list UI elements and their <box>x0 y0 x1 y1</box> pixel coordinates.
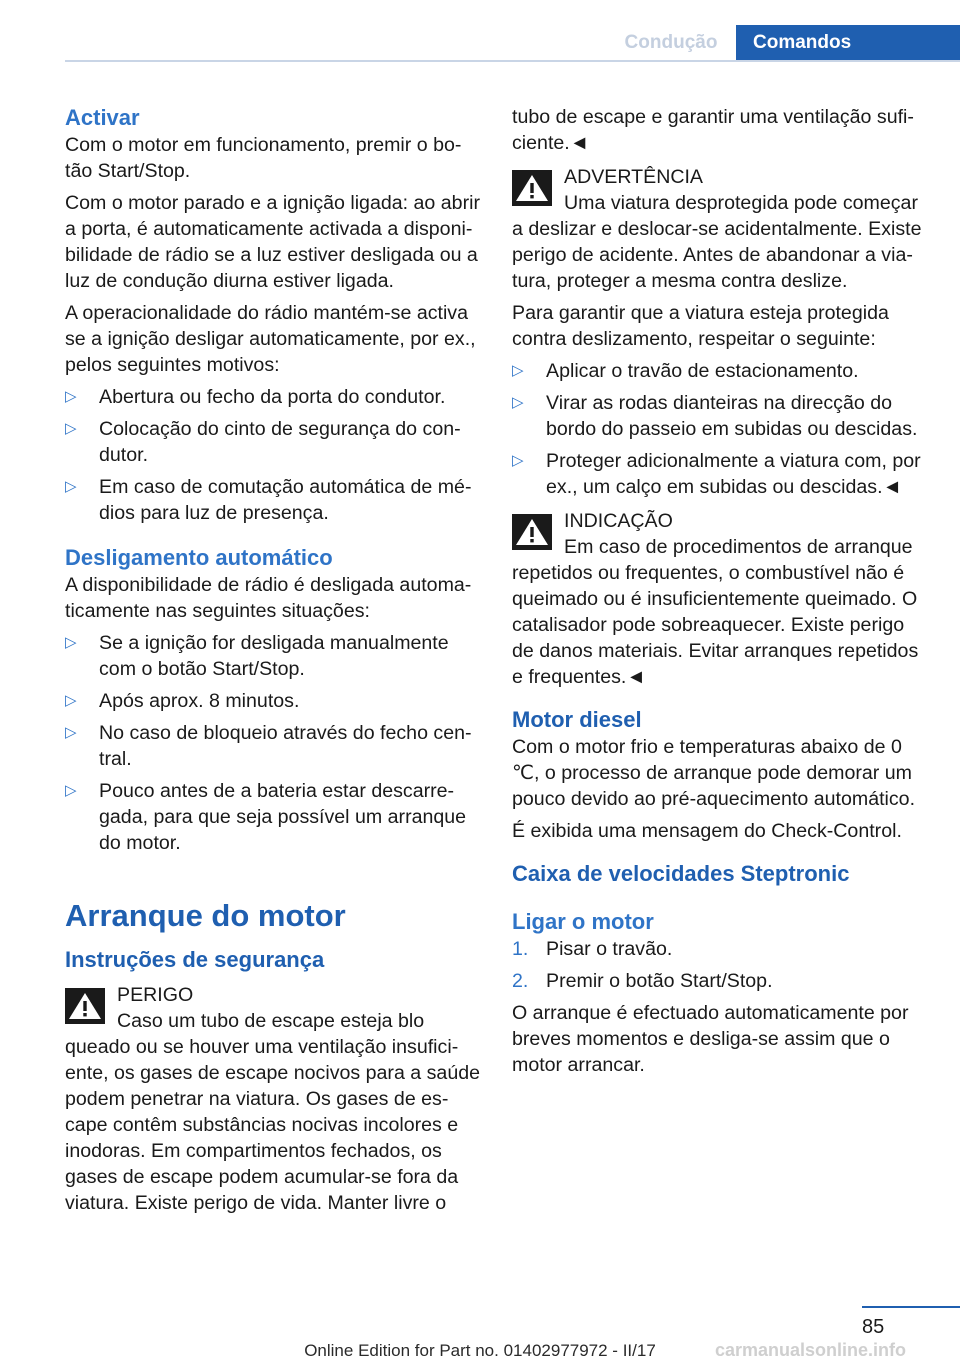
triangle-right-icon: ▷ <box>65 782 77 799</box>
list-item: 2. Premir o botão Start/Stop. <box>512 970 773 992</box>
danger-text-first: Caso um tubo de escape esteja blo <box>117 1010 425 1032</box>
paragraph: É exibida uma mensagem do Check-Control. <box>512 820 902 842</box>
triangle-right-icon: ▷ <box>65 388 77 405</box>
info-notice <box>512 508 928 690</box>
warning-triangle-icon <box>512 514 552 550</box>
section-ligar-heading: Ligar o motor <box>512 909 654 934</box>
chapter-heading-arranque: Arranque do motor <box>65 898 346 933</box>
section-desligamento-heading: Desligamento automático <box>65 545 333 570</box>
paragraph: Com o motor frio e temperaturas abaixo de 0 ℃, o processo de arranque pode demorar um pouco devido ao pré-aquecimento automático. <box>512 736 916 810</box>
page-number: 85 <box>862 1316 885 1338</box>
warning-triangle-icon <box>65 988 105 1024</box>
info-text: repetidos ou frequentes, o combustível não é queimado ou é insuficientemente queimado. O catalisador pode sobreaquecer. Existe perigo de danos materiais. Evitar arranques repetidos e frequentes.◄ <box>512 562 919 688</box>
triangle-right-icon: ▷ <box>65 420 77 437</box>
left-column <box>65 100 481 1222</box>
paragraph: tubo de escape e garantir uma ventilação suficiente.◄ <box>512 106 914 154</box>
section-activar-heading: Activar <box>65 105 140 130</box>
danger-text: queado ou se houver uma ventilação insuficiente, os gases de escape nocivos para a saúde podem penetrar na viatura. Os gases de escape contêm substâncias nocivas incolores e inodoras. Em compartimentos fechados, os gases de escape podem acumular-se fora da viatura. Existe perigo de vida. Manter livre o <box>65 1036 481 1214</box>
triangle-right-icon: ▷ <box>65 634 77 651</box>
section-seguranca-heading: Instruções de segurança <box>65 947 325 972</box>
list-item: ▷ Proteger adicionalmente a viatura com, por ex., um calço em subidas ou descidas.◄ <box>512 450 921 498</box>
list-item: ▷ Abertura ou fecho da porta do condutor. <box>65 386 446 408</box>
info-label: INDICAÇÃO <box>564 510 673 532</box>
footer-divider <box>862 1306 960 1308</box>
list-item: ▷ Virar as rodas dianteiras na direcção do bordo do passeio em subidas ou descidas. <box>512 392 918 440</box>
warning-text: a deslizar e deslocar-se acidentalmente. Existe perigo de acidente. Antes de abandonar a viatura, proteger a mesma contra deslize. <box>512 218 922 292</box>
triangle-right-icon: ▷ <box>65 478 77 495</box>
paragraph: Com o motor parado e a ignição ligada: ao abrir a porta, é automaticamente activada a disponibilidade de rádio se a luz estiver desligada ou a luz de condução diurna estiver ligada. <box>65 192 480 292</box>
list-item: 1. Pisar o travão. <box>512 938 673 960</box>
list-item: ▷ Em caso de comutação automática de médios para luz de presença. <box>65 476 472 524</box>
paragraph: Com o motor em funcionamento, premir o botão Start/Stop. <box>65 134 462 182</box>
triangle-right-icon: ▷ <box>512 394 524 411</box>
edition-text: Online Edition for Part no. 01402977972 - II/17 <box>304 1341 656 1360</box>
header-divider <box>65 60 960 62</box>
protect-list <box>512 358 928 500</box>
triangle-right-icon: ▷ <box>65 724 77 741</box>
warning-text-first: Uma viatura desprotegida pode começar <box>564 192 918 214</box>
desligamento-list <box>65 630 481 856</box>
section-diesel-heading: Motor diesel <box>512 707 642 732</box>
warning-label: ADVERTÊNCIA <box>564 166 704 188</box>
section-caixa-heading: Caixa de velocidades Steptronic <box>512 861 850 886</box>
paragraph: A operacionalidade do rádio mantém-se activa se a ignição desligar automaticamente, por ex., pelos seguintes motivos: <box>65 302 476 376</box>
paragraph: O arranque é efectuado automaticamente por breves momentos e desliga-se assim que o motor arrancar. <box>512 1002 909 1076</box>
paragraph: Para garantir que a viatura esteja protegida contra deslizamento, respeitar o seguinte: <box>512 302 889 350</box>
list-item: ▷ No caso de bloqueio através do fecho central. <box>65 722 472 770</box>
list-item: ▷ Aplicar o travão de estacionamento. <box>512 360 859 382</box>
watermark: carmanualsonline.info <box>715 1340 907 1360</box>
right-column <box>512 104 928 1084</box>
tab-conducao[interactable]: Condução <box>624 32 718 53</box>
list-item: ▷ Pouco antes de a bateria estar descarregada, para que seja possível um arranque do motor. <box>65 780 467 854</box>
danger-notice <box>65 982 481 1216</box>
triangle-right-icon: ▷ <box>512 452 524 469</box>
warning-triangle-icon <box>512 170 552 206</box>
triangle-right-icon: ▷ <box>512 362 524 379</box>
info-text-first: Em caso de procedimentos de arranque <box>564 536 913 558</box>
list-item: ▷ Colocação do cinto de segurança do condutor. <box>65 418 461 466</box>
ligar-steps <box>512 936 928 994</box>
list-item: ▷ Após aprox. 8 minutos. <box>65 690 300 712</box>
danger-label: PERIGO <box>117 984 194 1006</box>
paragraph: A disponibilidade de rádio é desligada automaticamente nas seguintes situações: <box>65 574 472 622</box>
warning-notice <box>512 164 928 294</box>
activar-list <box>65 384 481 526</box>
triangle-right-icon: ▷ <box>65 692 77 709</box>
list-item: ▷ Se a ignição for desligada manualmente com o botão Start/Stop. <box>65 632 449 680</box>
tab-comandos[interactable]: Comandos <box>736 25 960 62</box>
